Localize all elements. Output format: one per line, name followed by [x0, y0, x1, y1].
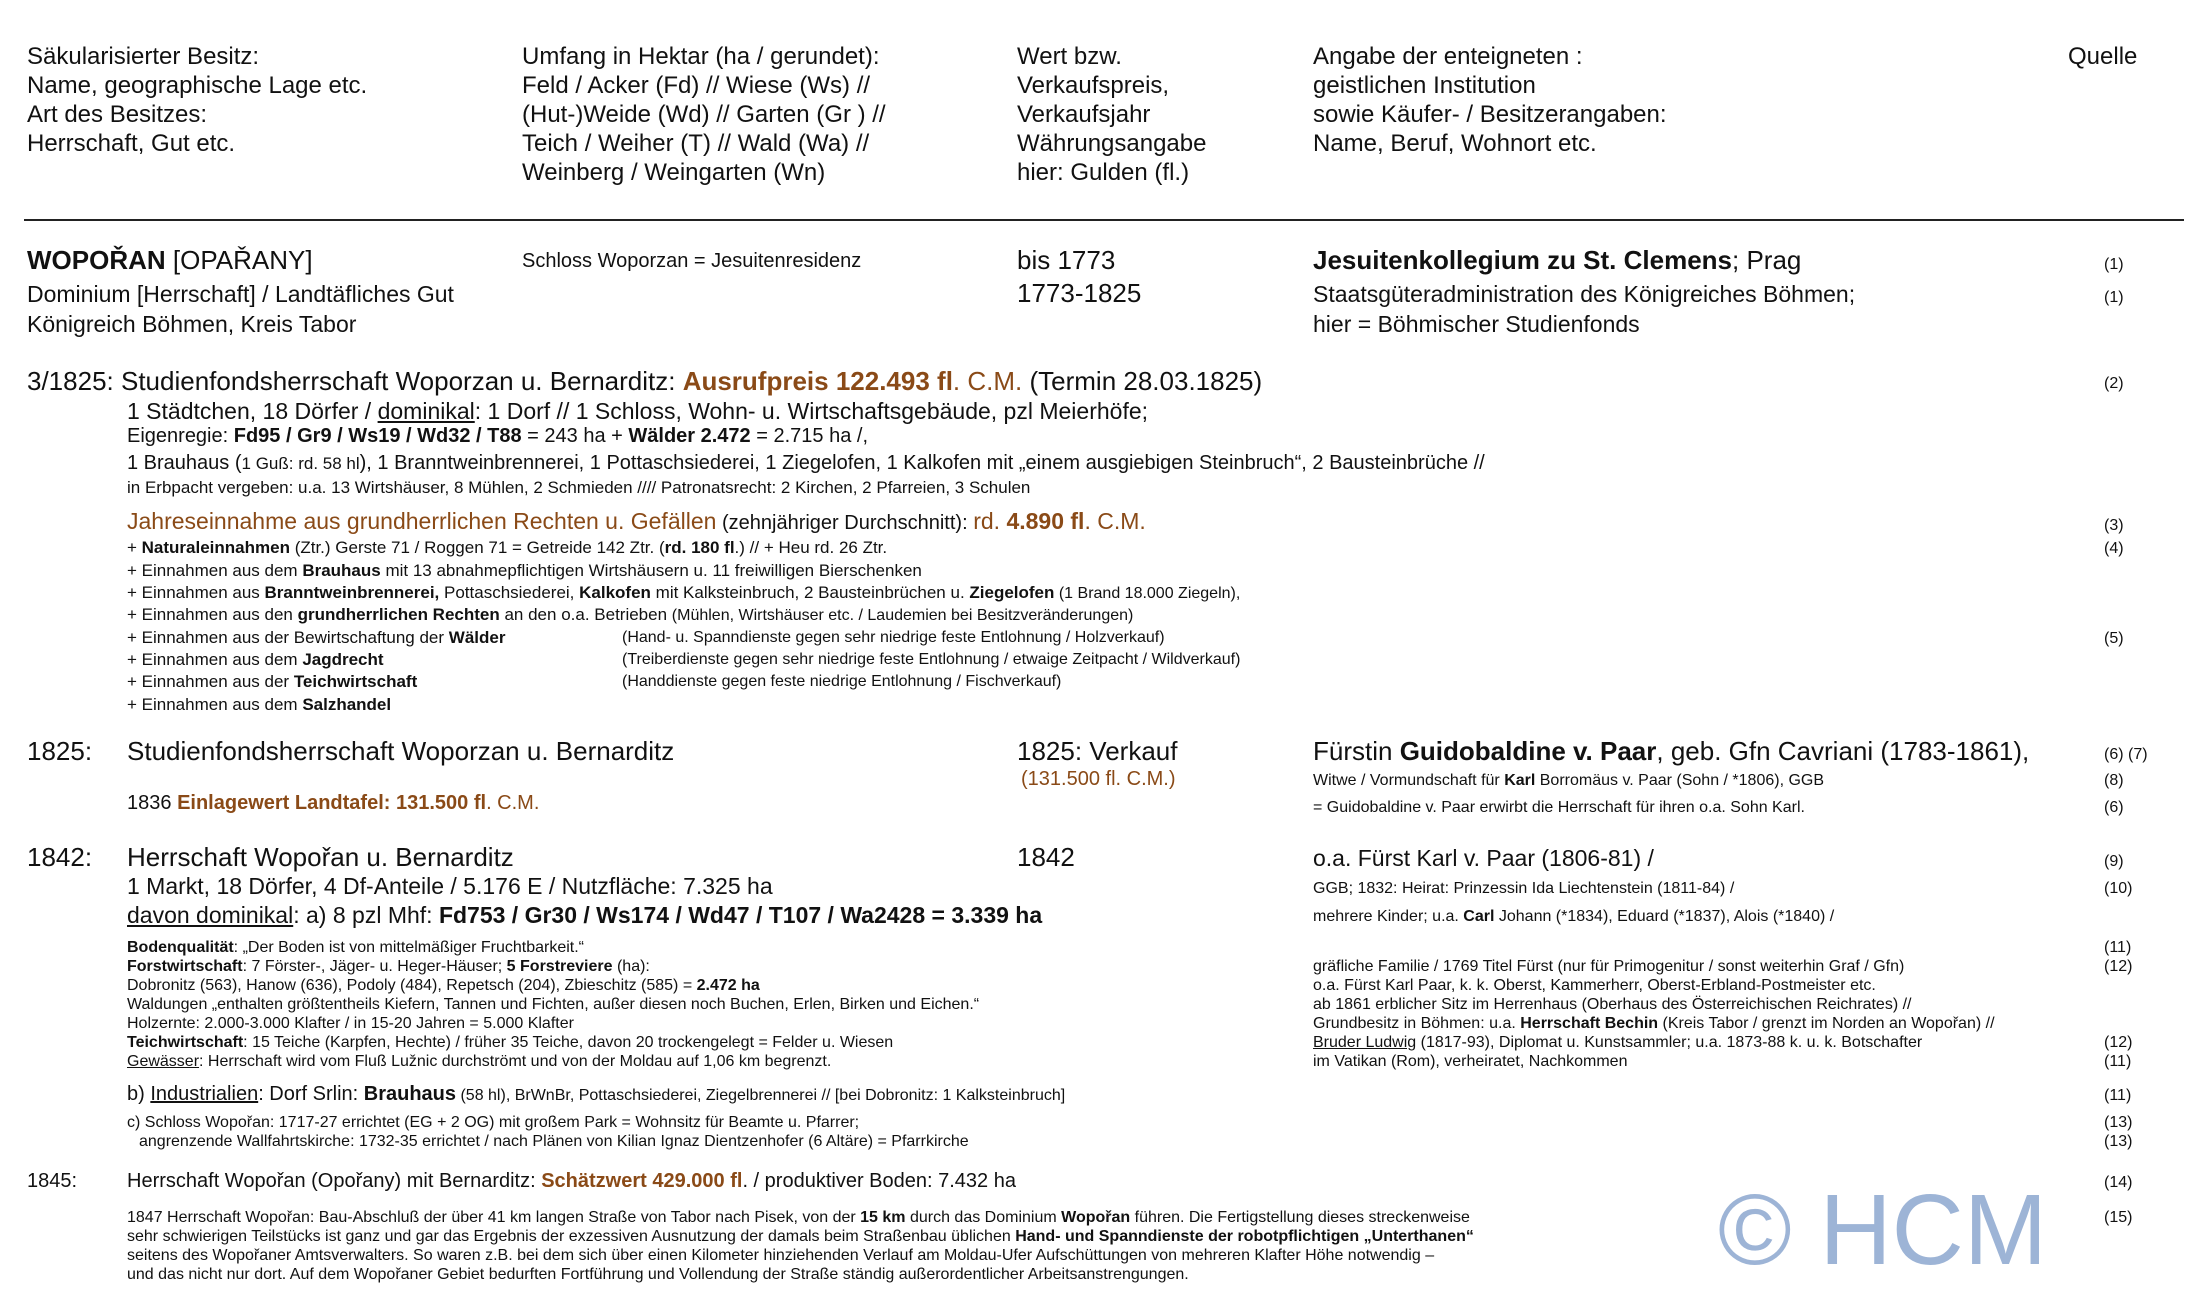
timber-harvest: Holzernte: 2.000-3.000 Klafter / in 15-20 Jahren = 5.000 Klafter [127, 1015, 574, 1032]
ref-15: (15) [2104, 1209, 2133, 1226]
income-hunting-note: (Treiberdienste gegen sehr niedrige feste Entlohnung / etwaige Zeitpacht / Wildverkauf) [622, 651, 1241, 668]
soil-quality: Bodenqualität: „Der Boden ist von mittelmäßiger Fruchtbarkeit.“ [127, 939, 585, 956]
ref-12b: (12) [2104, 1034, 2133, 1051]
ref-2: (2) [2104, 375, 2124, 392]
family-note-5: Bruder Ludwig (1817-93), Diplomat u. Kunstsammler; u.a. 1873-88 k. u. k. Botschafter [1313, 1034, 1923, 1051]
income-ponds: + Einnahmen aus der Teichwirtschaft [127, 672, 418, 691]
ref-10: (10) [2104, 880, 2133, 897]
s1825-line-1: 1 Städtchen, 18 Dörfer / dominikal: 1 Dorf // 1 Schloss, Wohn- u. Wirtschaftsgebäude, pzl Meierhöfe; [127, 398, 1149, 424]
income-salt: + Einnahmen aus dem Salzhandel [127, 695, 392, 714]
s1825-line-2: Eigenregie: Fd95 / Gr9 / Ws19 / Wd32 / T88 = 243 ha + Wälder 2.472 = 2.715 ha /, [127, 425, 869, 447]
fishponds: Teichwirtschaft: 15 Teiche (Karpfen, Hechte) / früher 35 Teiche, davon 20 trockengelegt = Felder u. Wiesen [127, 1034, 894, 1051]
s1825-line-3: 1 Brauhaus (1 Guß: rd. 58 hl), 1 Branntweinbrennerei, 1 Pottaschsiederei, 1 Ziegelofen, 1 Kalkofen mit „einem ausgiebigen Steinbruch“, 2 Bausteinbrüche // [127, 452, 1485, 474]
s1825b-sale-price: (131.500 fl. C.M.) [1021, 768, 1176, 790]
date-until-1773: bis 1773 [1017, 245, 1116, 275]
forestry: Forstwirtschaft: 7 Förster-, Jäger- u. Heger-Häuser; 5 Forstreviere (ha): [127, 958, 650, 975]
s1825b-buyer: Fürstin Guidobaldine v. Paar, geb. Gfn Cavriani (1783-1861), [1313, 736, 2030, 766]
s1825b-landtafel: 1836 Einlagewert Landtafel: 131.500 fl. C.M. [127, 792, 540, 814]
header-col-4: Angabe der enteigneten : geistlichen Institution sowie Käufer- / Besitzerangaben: Name, Beruf, Wohnort etc. [1313, 43, 1667, 157]
s1825b-buyer-2: Witwe / Vormundschaft für Karl Borromäus v. Paar (Sohn / *1806), GGB [1313, 772, 1825, 789]
church-note: angrenzende Wallfahrtskirche: 1732-35 errichtet / nach Plänen von Kilian Ignaz Dientzenhofer (6 Altäre) = Pfarrkirche [139, 1133, 969, 1150]
owner-jesuits: Jesuitenkollegium zu St. Clemens; Prag [1313, 245, 1802, 275]
header-col-2: Umfang in Hektar (ha / gerundet): Feld / Acker (Fd) // Wiese (Ws) // (Hut-)Weide (Wd) // Garten (Gr ) // Teich / Weiher (T) // Wald (Wa) // Weinberg / Weingarten (Wn) [522, 43, 886, 186]
s1825b-sale: 1825: Verkauf [1017, 736, 1178, 766]
income-forests: + Einnahmen aus der Bewirtschaftung der Wälder [127, 628, 506, 647]
s1845-line: Herrschaft Wopořan (Opořany) mit Bernarditz: Schätzwert 429.000 fl. / produktiver Boden: 7.432 ha [127, 1170, 1016, 1192]
income-natural: + Naturaleinnahmen (Ztr.) Gerste 71 / Roggen 71 = Getreide 142 Ztr. (rd. 180 fl.) // + Heu rd. 26 Ztr. [127, 538, 888, 557]
family-note-4: Grundbesitz in Böhmen: u.a. Herrschaft Bechin (Kreis Tabor / grenzt im Norden an Wopořan) // [1313, 1015, 1995, 1032]
s1825-line-4: in Erbpacht vergeben: u.a. 13 Wirtshäuser, 8 Mühlen, 2 Schmieden //// Patronatsrecht: 2 Kirchen, 2 Pfarreien, 3 Schulen [127, 478, 1031, 497]
s1847-line-3: seitens des Wopořaner Amtsverwalters. So waren z.B. bei dem sich über einen Kilometer hinziehenden Verlauf am Moldau-Ufer Aufschüttungen von mehreren Klafter Höhe notwendig – [127, 1247, 1435, 1264]
s1842-date: 1842 [1017, 842, 1075, 872]
s1825b-name: Studienfondsherrschaft Woporzan u. Bernarditz [127, 736, 675, 766]
s1825b-buyer-3: = Guidobaldine v. Paar erwirbt die Herrschaft für ihren o.a. Sohn Karl. [1313, 799, 1805, 816]
family-note-1: gräfliche Familie / 1769 Titel Fürst (nur für Primogenitur / sonst weiterhin Graf / Gfn) [1313, 958, 1905, 975]
s1842-owner-2: GGB; 1832: Heirat: Prinzessin Ida Liechtenstein (1811-84) / [1313, 880, 1735, 897]
ref-14: (14) [2104, 1174, 2133, 1191]
castle-note: c) Schloss Wopořan: 1717-27 errichtet (EG + 2 OG) mit großem Park = Wohnsitz für Beamte u. Pfarrer; [127, 1114, 860, 1131]
income-ponds-note: (Handdienste gegen feste niedrige Entlohnung / Fischverkauf) [622, 673, 1062, 690]
s1847-line-1: 1847 Herrschaft Wopořan: Bau-Abschluß der über 41 km langen Straße von Tabor nach Pisek, von der 15 km durch das Dominium Wopořan führen. Die Fertigstellung dieses streckenweise [127, 1209, 1470, 1226]
copyright-watermark: © HCM [1718, 1174, 2048, 1286]
ref-5: (5) [2104, 630, 2124, 647]
s1825b-year: 1825: [27, 736, 93, 766]
family-note-3: ab 1861 erblicher Sitz im Herrenhaus (Oberhaus des Österreichischen Reichrates) // [1313, 996, 1912, 1013]
header-divider [24, 219, 2184, 221]
forest-districts: Dobronitz (563), Hanow (636), Podoly (484), Repetsch (204), Zbieschitz (585) = 2.472 ha [127, 977, 760, 994]
date-1773-1825: 1773-1825 [1017, 278, 1142, 308]
estate-location: Königreich Böhmen, Kreis Tabor [27, 311, 357, 337]
s1842-year: 1842: [27, 842, 93, 872]
s1842-owner: o.a. Fürst Karl v. Paar (1806-81) / [1313, 845, 1654, 871]
ref-6-7: (6) (7) [2104, 746, 2148, 763]
header-col-3: Wert bzw. Verkaufspreis, Verkaufsjahr Währungsangabe hier: Gulden (fl.) [1017, 43, 1207, 186]
income-forests-note: (Hand- u. Spanndienste gegen sehr niedrige feste Entlohnung / Holzverkauf) [622, 629, 1165, 646]
s1847-line-4: und das nicht nur dort. Auf dem Wopořaner Gebiet bedurften Fortführung und Vollendung der Straße ständig außerordentlicher Arbeitsanstrengungen. [127, 1266, 1189, 1283]
ref-9: (9) [2104, 853, 2124, 870]
ref-13a: (13) [2104, 1114, 2133, 1131]
income-rights: + Einnahmen aus den grundherrlichen Rechten an den o.a. Betrieben (Mühlen, Wirtshäuser etc. / Laudemien bei Besitzveränderungen) [127, 605, 1134, 624]
ref-1a: (1) [2104, 256, 2124, 273]
ref-11c: (11) [2104, 1087, 2132, 1104]
waters: Gewässer: Herrschaft wird vom Fluß Lužnic durchströmt und von der Moldau auf 1,06 km begrenzt. [127, 1053, 832, 1070]
s1842-line-2: davon dominikal: a) 8 pzl Mhf: Fd753 / Gr30 / Ws174 / Wd47 / T107 / Wa2428 = 3.339 ha [127, 902, 1043, 928]
s1842-owner-3: mehrere Kinder; u.a. Carl Johann (*1834), Eduard (*1837), Alois (*1840) / [1313, 908, 1835, 925]
header-col-1: Säkularisierter Besitz: Name, geographische Lage etc. Art des Besitzes: Herrschaft, Gut etc. [27, 43, 368, 157]
ref-11a: (11) [2104, 939, 2132, 956]
ref-6: (6) [2104, 799, 2124, 816]
ref-8: (8) [2104, 772, 2124, 789]
ref-4: (4) [2104, 540, 2124, 557]
s1845-year: 1845: [27, 1170, 78, 1192]
s1842-line-1: 1 Markt, 18 Dörfer, 4 Df-Anteile / 5.176 E / Nutzfläche: 7.325 ha [127, 873, 773, 899]
ref-1b: (1) [2104, 289, 2124, 306]
industrial: b) Industrialien: Dorf Srlin: Brauhaus (58 hl), BrWnBr, Pottaschsiederei, Ziegelbrennerei // [bei Dobronitz: 1 Kalksteinbruch] [127, 1083, 1066, 1105]
estate-name: WOPOŘAN [OPAŘANY] [27, 245, 313, 275]
ref-3: (3) [2104, 517, 2124, 534]
income-distillery: + Einnahmen aus Branntweinbrennerei, Pottaschsiederei, Kalkofen mit Kalksteinbruch, 2 Bausteinbrüchen u. Ziegelofen (1 Brand 18.000 Ziegeln), [127, 583, 1241, 602]
woodlands: Waldungen „enthalten größtentheils Kiefern, Tannen und Fichten, außer diesen noch Buchen, Erlen, Birken und Eichen.“ [127, 996, 980, 1013]
s1842-name: Herrschaft Wopořan u. Bernarditz [127, 842, 514, 872]
header-col-5: Quelle [2068, 43, 2138, 70]
family-note-2: o.a. Fürst Karl Paar, k. k. Oberst, Kammerherr, Oberst-Erbland-Postmeister etc. [1313, 977, 1876, 994]
ref-13b: (13) [2104, 1133, 2133, 1150]
ref-12a: (12) [2104, 958, 2133, 975]
income-hunting: + Einnahmen aus dem Jagdrecht [127, 650, 384, 669]
ref-11b: (11) [2104, 1053, 2132, 1070]
estate-extent: Schloss Woporzan = Jesuitenresidenz [522, 250, 862, 272]
s1847-line-2: sehr schwierigen Teilstücks ist ganz und gar das Ergebnis der exzessiven Ausnutzung der damals beim Straßenbau üblichen Hand- und Spanndienste der robotpflichtigen „Unterthanen“ [127, 1228, 1474, 1245]
section-1825-heading: 3/1825: Studienfondsherrschaft Woporzan u. Bernarditz: Ausrufpreis 122.493 fl. C.M. (Termin 28.03.1825) [27, 366, 1263, 396]
family-note-6: im Vatikan (Rom), verheiratet, Nachkommen [1313, 1053, 1628, 1070]
owner-fund: hier = Böhmischer Studienfonds [1313, 311, 1640, 337]
income-brewery: + Einnahmen aus dem Brauhaus mit 13 abnahmepflichtigen Wirtshäusern u. 11 freiwilligen Bierschenken [127, 561, 922, 580]
annual-income: Jahreseinnahme aus grundherrlichen Rechten u. Gefällen (zehnjähriger Durchschnitt): rd. 4.890 fl. C.M. [127, 508, 1146, 534]
estate-type: Dominium [Herrschaft] / Landtäfliches Gut [27, 281, 454, 307]
owner-state: Staatsgüteradministration des Königreiches Böhmen; [1313, 281, 1856, 307]
